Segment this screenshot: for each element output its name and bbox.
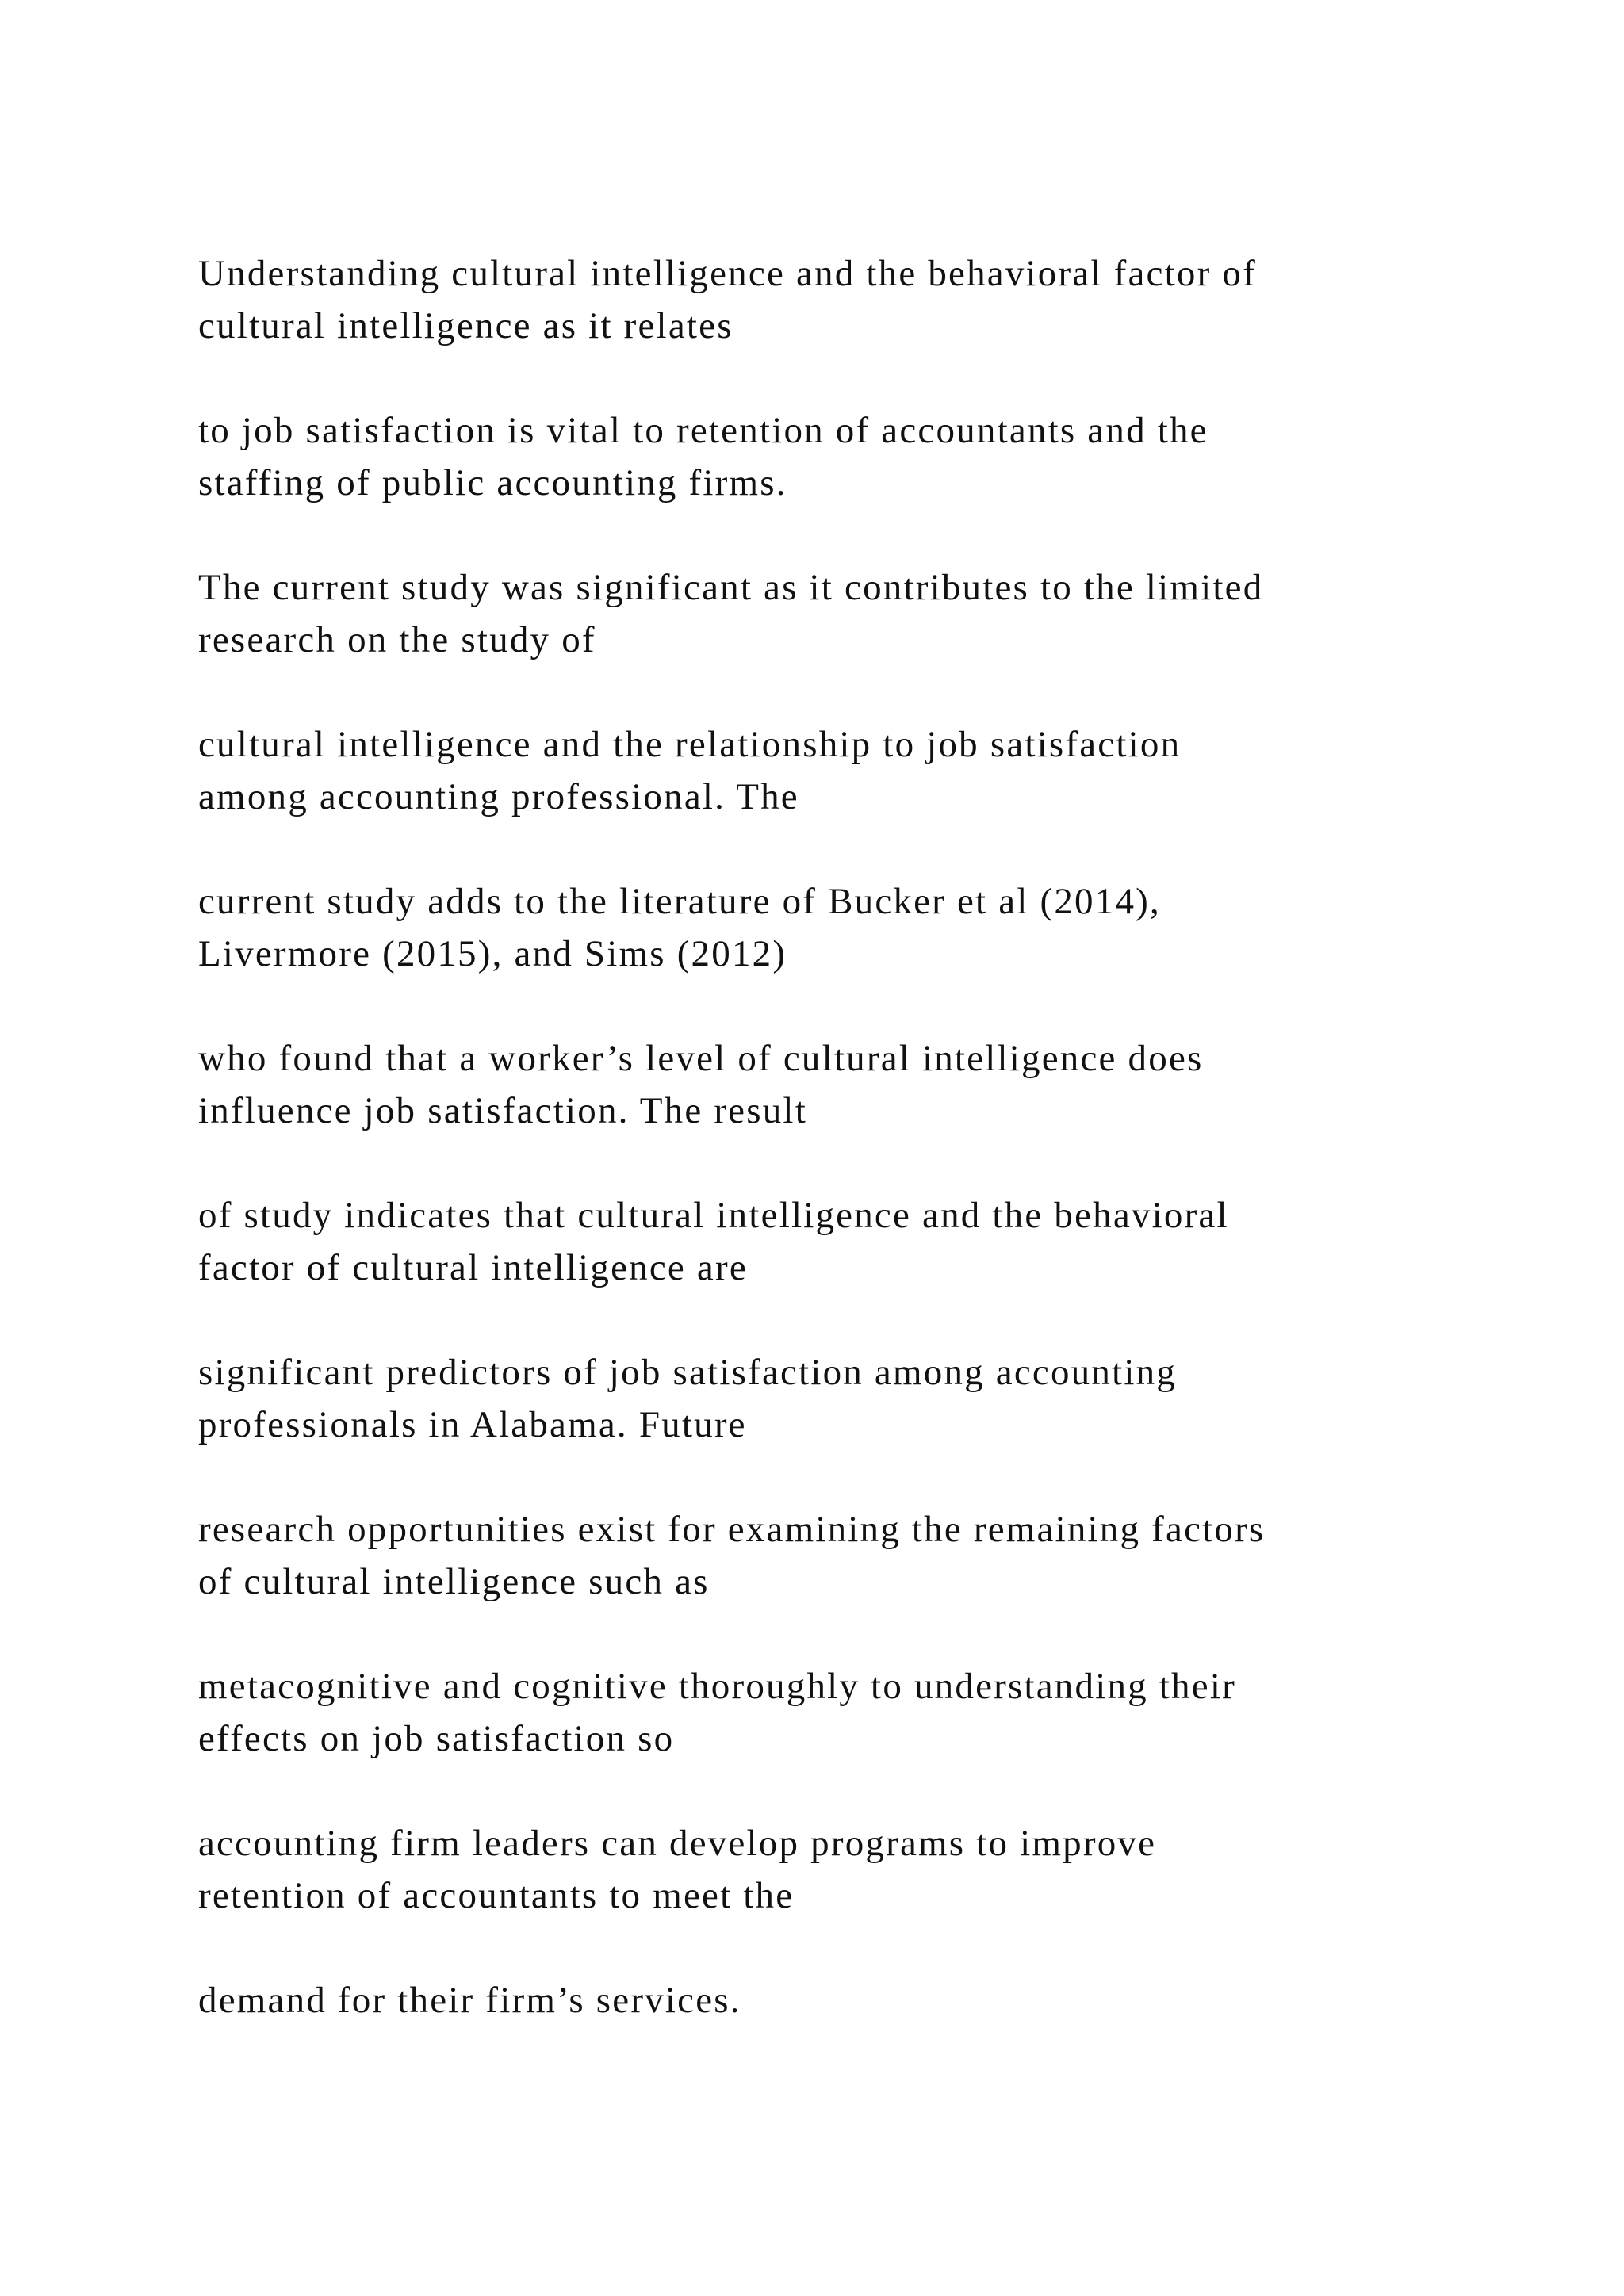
paragraph-line: staffing of public accounting firms. bbox=[198, 462, 787, 503]
paragraph-line: of study indicates that cultural intelligence and the behavioral bbox=[198, 1195, 1229, 1236]
paragraph-line: The current study was significant as it contributes to the limited bbox=[198, 567, 1264, 608]
paragraph-line: significant predictors of job satisfaction among accounting bbox=[198, 1352, 1178, 1393]
paragraph-line: retention of accountants to meet the bbox=[198, 1875, 795, 1916]
paragraph-line: cultural intelligence and the relationship to job satisfaction bbox=[198, 724, 1182, 765]
paragraph-line: Understanding cultural intelligence and the behavioral factor of bbox=[198, 253, 1257, 294]
paragraph-line: current study adds to the literature of Bucker et al (2014), bbox=[198, 881, 1161, 922]
paragraph-line: among accounting professional. The bbox=[198, 776, 799, 817]
paragraph-line: research on the study of bbox=[198, 619, 596, 660]
paragraph-4 bbox=[198, 718, 1530, 823]
paragraph-line: factor of cultural intelligence are bbox=[198, 1247, 748, 1288]
paragraph-1 bbox=[198, 247, 1530, 352]
paragraph-12 bbox=[198, 1974, 1530, 2026]
paragraph-line: to job satisfaction is vital to retention of accountants and the bbox=[198, 410, 1208, 451]
paragraph-9 bbox=[198, 1503, 1530, 1608]
paragraph-line: Livermore (2015), and Sims (2012) bbox=[198, 933, 787, 974]
paragraph-line: of cultural intelligence such as bbox=[198, 1561, 710, 1602]
paragraph-2 bbox=[198, 404, 1530, 509]
paragraph-6 bbox=[198, 1032, 1530, 1137]
paragraph-11 bbox=[198, 1817, 1530, 1922]
paragraph-3 bbox=[198, 561, 1530, 666]
paragraph-10 bbox=[198, 1660, 1530, 1765]
paragraph-8 bbox=[198, 1346, 1530, 1451]
paragraph-line: research opportunities exist for examining the remaining factors bbox=[198, 1509, 1266, 1550]
paragraph-line: effects on job satisfaction so bbox=[198, 1718, 675, 1759]
document-body bbox=[198, 247, 1530, 2079]
paragraph-5 bbox=[198, 875, 1530, 980]
paragraph-line: cultural intelligence as it relates bbox=[198, 305, 733, 346]
paragraph-line: demand for their firm’s services. bbox=[198, 1980, 741, 2021]
paragraph-7 bbox=[198, 1189, 1530, 1294]
paragraph-line: accounting firm leaders can develop programs to improve bbox=[198, 1823, 1157, 1864]
paragraph-line: metacognitive and cognitive thoroughly to understanding their bbox=[198, 1666, 1236, 1707]
paragraph-line: influence job satisfaction. The result bbox=[198, 1090, 807, 1131]
paragraph-line: who found that a worker’s level of cultural intelligence does bbox=[198, 1038, 1204, 1079]
paragraph-line: professionals in Alabama. Future bbox=[198, 1404, 747, 1445]
